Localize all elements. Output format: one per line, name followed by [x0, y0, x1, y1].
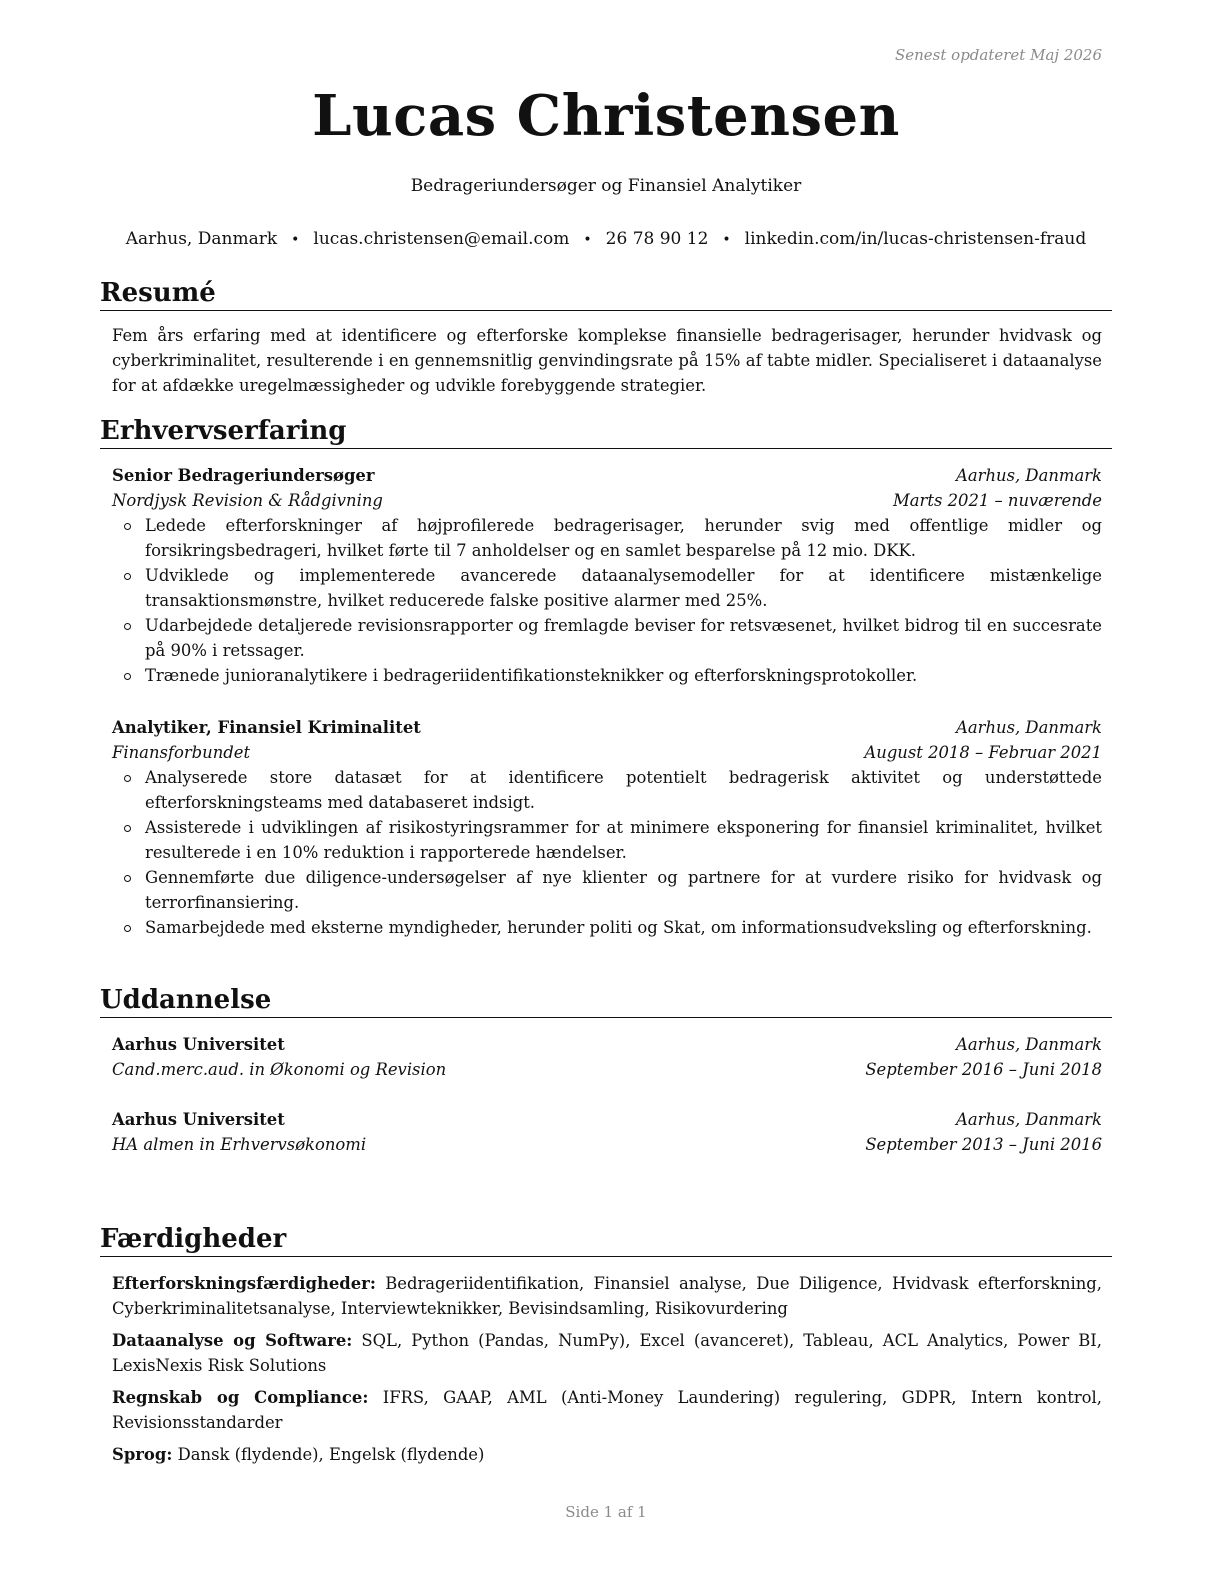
list-item: Udviklede og implementerede avancerede dataanalysemodeller for at identificere mistænkelige transaktionsmønstre, hvilket reducerede falske positive alarmer med 25%.: [112, 563, 1102, 613]
bullet-separator: •: [583, 232, 592, 248]
education-school: Aarhus Universitet: [112, 1035, 285, 1055]
job-entry: [112, 463, 1102, 688]
education-location: Aarhus, Danmark: [956, 1035, 1102, 1055]
education-entry: [112, 1032, 1102, 1082]
list-item: Ledede efterforskninger af højprofilerede bedragerisager, herunder svig med offentlige midler og forsikringsbedrageri, hvilket førte til 7 anholdelser og en samlet besparelse på 12 mio. DKK.: [112, 513, 1102, 563]
skill-value: Bedrageriidentifikation, Finansiel analyse, Due Diligence, Hvidvask efterforskning, Cyberkriminalitetsanalyse, Interviewteknikker, Bevisindsamling, Risikovurdering: [112, 1274, 1102, 1319]
skill-row: [112, 1385, 1102, 1435]
job-dates: August 2018 – Februar 2021: [864, 743, 1102, 763]
job-location: Aarhus, Danmark: [956, 718, 1102, 738]
section-heading-experience: Erhvervserfaring: [100, 416, 1112, 449]
education-section: [100, 985, 1112, 1157]
contact-location: Aarhus, Danmark: [125, 229, 278, 249]
summary-text: Fem års erfaring med at identificere og efterforske komplekse finansielle bedragerisager, herunder hvidvask og cyberkriminalitet, resulterende i en gennemsnitlig genvindingsrate på 15% af tabte midler. Specialiseret i dataanalyse for at afdække uregelmæssigheder og udvikle forebyggende strategier.: [112, 326, 1102, 396]
skill-value: SQL, Python (Pandas, NumPy), Excel (avanceret), Tableau, ACL Analytics, Power BI, LexisNexis Risk Solutions: [112, 1331, 1102, 1376]
section-heading-education: Uddannelse: [100, 985, 1112, 1018]
job-title: Bedrageriundersøger og Finansiel Analytiker: [410, 176, 802, 196]
list-item: Gennemførte due diligence-undersøgelser af nye klienter og partnere for at vurdere risiko for hvidvask og terrorfinansiering.: [112, 865, 1102, 915]
contact-linkedin[interactable]: linkedin.com/in/lucas-christensen-fraud: [744, 229, 1087, 249]
job-bullets: [112, 513, 1102, 688]
skill-row: [112, 1271, 1102, 1321]
education-degree: Cand.merc.aud. in Økonomi og Revision: [112, 1060, 447, 1080]
circle-bullet-icon: [124, 673, 131, 680]
education-dates: September 2013 – Juni 2016: [865, 1135, 1102, 1155]
education-school: Aarhus Universitet: [112, 1110, 285, 1130]
job-role: Analytiker, Finansiel Kriminalitet: [112, 718, 421, 738]
section-heading-summary: Resumé: [100, 278, 1112, 311]
education-entry: [112, 1107, 1102, 1157]
education-degree: HA almen in Erhvervsøkonomi: [112, 1135, 367, 1155]
skill-value: IFRS, GAAP, AML (Anti-Money Laundering) regulering, GDPR, Intern kontrol, Revisionsstandarder: [112, 1388, 1102, 1433]
skill-label: Sprog:: [112, 1445, 173, 1465]
circle-bullet-icon: [124, 925, 131, 932]
page-number: Side 1 af 1: [565, 1503, 647, 1521]
last-updated: Senest opdateret Maj 2026: [894, 46, 1102, 64]
skill-label: Efterforskningsfærdigheder:: [112, 1274, 376, 1294]
candidate-name: Lucas Christensen: [312, 83, 900, 149]
job-dates: Marts 2021 – nuværende: [893, 491, 1102, 511]
education-dates: September 2016 – Juni 2018: [865, 1060, 1102, 1080]
job-company: Nordjysk Revision & Rådgivning: [112, 491, 383, 511]
summary-section: [100, 278, 1112, 398]
circle-bullet-icon: [124, 623, 131, 630]
job-role: Senior Bedrageriundersøger: [112, 466, 375, 486]
contact-phone: 26 78 90 12: [605, 229, 709, 249]
contact-line: [100, 229, 1112, 249]
skill-label: Regnskab og Compliance:: [112, 1388, 369, 1408]
skill-value: Dansk (flydende), Engelsk (flydende): [177, 1445, 485, 1465]
education-location: Aarhus, Danmark: [956, 1110, 1102, 1130]
list-item: Assisterede i udviklingen af risikostyringsrammer for at minimere eksponering for finansiel kriminalitet, hvilket resulterede i en 10% reduktion i rapporterede hændelser.: [112, 815, 1102, 865]
list-item: Udarbejdede detaljerede revisionsrapporter og fremlagde beviser for retsvæsenet, hvilket bidrog til en succesrate på 90% i retssager.: [112, 613, 1102, 663]
circle-bullet-icon: [124, 825, 131, 832]
bullet-separator: •: [291, 232, 300, 248]
section-heading-skills: Færdigheder: [100, 1224, 1112, 1257]
job-bullets: [112, 765, 1102, 940]
bullet-separator: •: [722, 232, 731, 248]
list-item: Trænede junioranalytikere i bedrageriidentifikationsteknikker og efterforskningsprotokoller.: [112, 663, 1102, 688]
circle-bullet-icon: [124, 523, 131, 530]
job-entry: [112, 715, 1102, 940]
job-location: Aarhus, Danmark: [956, 466, 1102, 486]
list-item: Analyserede store datasæt for at identificere potentielt bedragerisk aktivitet og understøttede efterforskningsteams med databaseret indsigt.: [112, 765, 1102, 815]
list-item: Samarbejdede med eksterne myndigheder, herunder politi og Skat, om informationsudveksling og efterforskning.: [112, 915, 1102, 940]
job-company: Finansforbundet: [112, 743, 251, 763]
contact-email[interactable]: lucas.christensen@email.com: [313, 229, 570, 249]
skills-section: [100, 1224, 1112, 1467]
skill-row: [112, 1328, 1102, 1378]
resume-page: [100, 0, 1112, 1584]
skill-row: [112, 1442, 1102, 1467]
skill-label: Dataanalyse og Software:: [112, 1331, 353, 1351]
circle-bullet-icon: [124, 875, 131, 882]
experience-section: [100, 416, 1112, 940]
circle-bullet-icon: [124, 573, 131, 580]
circle-bullet-icon: [124, 775, 131, 782]
